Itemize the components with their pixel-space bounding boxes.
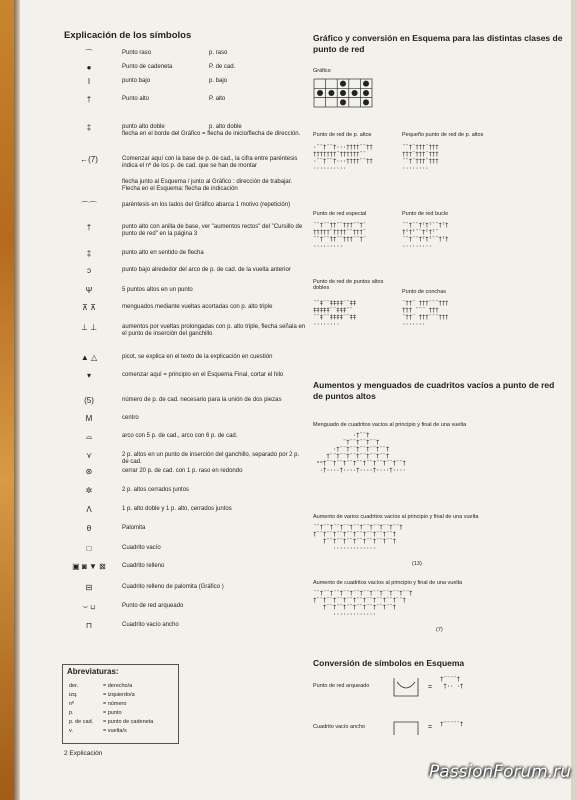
crochet-symbol-icon: ←(7): [80, 155, 98, 164]
abbr-meaning: = izquierdo/a: [103, 692, 135, 698]
diagram-menguado: ·†¨¨† ¨†¨¨†¨¨†¨¨† ·†¨¨†¨¨†¨¨†¨¨†¨¨† †¨¨†¨¨†¨¨†¨¨†¨¨†¨¨† ᵒᵒ†¨¨†¨¨†¨¨†¨¨†¨¨†¨¨†¨¨†¨¨† ·†····†····†····†····†····: [316, 432, 406, 474]
crochet-symbol-icon: ▾: [86, 371, 91, 380]
label-cuadrito-ancho: Cuadrito vacío ancho: [313, 724, 365, 730]
symbol-abbreviation: P. alto: [209, 96, 226, 102]
crochet-symbol-icon: ⌓: [85, 432, 93, 441]
diagram-red-especial: ¨¨†¨¨††¨¨†††¨¨†¨ †††††¨††††¨¨†††¨ ¨¨†¨¨††¨¨†††¨¨†¨ ·········: [313, 222, 366, 250]
symbol-description: flecha en el borde del Gráfico = flecha de inicio/flecha de dirección.: [122, 131, 301, 137]
crochet-symbol-icon: †: [86, 223, 92, 232]
symbol-description: aumentos por vueltas prolongadas con p. alto triple, flecha señala en el punto de inserción del ganchillo: [122, 324, 306, 337]
wide-box-symbol: [393, 720, 419, 736]
symbol-description: 2 p. altos en un punto de inserción del ganchillo, separado por 2 p. de cad.: [122, 452, 300, 465]
crochet-symbol-icon: ⊼ ⊼: [82, 303, 96, 312]
symbol-description: punto alto con anilla de base, ver "aumentos rectos" del "Cursillo de punto de red" en la página 3: [122, 224, 303, 237]
arched-mesh-symbol: [393, 676, 419, 698]
arched-mesh-conversion: †¨¨¨¨† †·· ·†: [440, 676, 464, 690]
abbr-term: p.: [69, 710, 74, 716]
crochet-symbol-icon: †: [86, 95, 92, 104]
symbol-abbreviation: p. raso: [209, 50, 228, 56]
diagram-red-bucle: ¨¨†¨¨†ᵀ†ᵀ¨¨†ᵀ† †ᵀ†ᵀ¨¨†ᵀ†ᵀ¨ ¨¨†¨¨†ᵀ†ᵀ¨¨†ᵀ† ·········: [402, 222, 449, 250]
symbol-description: Cuadrito vacío ancho: [122, 622, 179, 628]
crochet-symbol-icon: I: [87, 77, 91, 86]
symbol-description: picot, se explica en el texto de la explicación en cuestión: [122, 354, 273, 360]
crochet-symbol-icon: ⊥ ⊥: [80, 323, 98, 332]
abbr-meaning: = punto de cadeneta: [103, 719, 154, 725]
symbol-description: paréntesis en los lados del Gráfico abarca 1 motivo (repetición): [122, 202, 291, 208]
symbol-description: punto bajo alrededor del arco de p. de cad. de la vuelta anterior: [122, 267, 291, 273]
symbol-description: centro: [122, 415, 139, 421]
label-puntos-altos-dobles: Punto de red de puntos altos dobles: [313, 279, 384, 291]
grafico-label: Gráfico: [313, 68, 331, 74]
label-aumento-varios: Aumento de varios cuadritos vacíos al principio y final de una vuelta: [313, 514, 479, 520]
abbr-meaning: = punto: [103, 710, 122, 716]
symbol-description: flecha junto al Esquema / junto al Gráfico : dirección de trabajar. Flecha en el Esquema: flecha de indicación: [122, 179, 293, 192]
symbol-description: Cuadrito relleno: [122, 563, 165, 569]
label-red-especial: Punto de red especial: [313, 211, 367, 217]
diagram-punto-red-altos: ·¨¨†¨¨†···††††¨¨†† †††††††¨††††††¨¨ ·¨¨†¨¨†···††††¨¨†† ··········: [313, 144, 373, 172]
symbol-description: Comenzar aquí con la base de p. de cad., la cifra entre paréntesis indica el nº de los p. de cad. que se han de montar: [122, 156, 298, 169]
abbr-meaning: = número: [103, 701, 127, 707]
crochet-symbol-icon: ⊓: [85, 621, 93, 630]
label-red-arqueado: Punto de red arqueado: [313, 683, 370, 689]
symbol-description: Punto de red arqueado: [122, 603, 184, 609]
grafico-grid: [313, 78, 373, 108]
label-pequeno-punto-red: Pequeño punto de red de p. altos: [402, 132, 484, 138]
symbol-description: punto alto en sentido de flecha: [122, 250, 204, 256]
crochet-symbol-icon: ⌒⌒: [81, 201, 97, 210]
symbol-description: comenzar aquí = principio en el Esquema Final, cortar el hilo: [122, 372, 284, 378]
symbol-description: Palomita: [122, 525, 146, 531]
crochet-symbol-icon: ⋎: [86, 451, 92, 460]
symbol-description: arco con 5 p. de cad., arco con 6 p. de cad.: [122, 433, 238, 439]
label-punto-red-altos: Punto de red de p. altos: [313, 132, 372, 138]
crochet-symbol-icon: (5): [84, 396, 94, 405]
crochet-symbol-icon: Λ: [86, 505, 92, 514]
diagram-conchas: ¨††¨ †††¨¨¨††† ††† ¨¨¨ ††† ¨††¨ †††¨¨¨††† ·······: [402, 300, 449, 328]
diagram-altos-dobles: ¨¨‡¨¨‡‡‡‡¨¨‡‡ ‡‡‡‡‡¨¨‡‡‡¨¨ ¨¨‡¨¨‡‡‡‡¨¨‡‡ ········: [313, 300, 357, 328]
diagram-aumento-varios: ¨¨†¨¨†¨¨†¨¨†¨¨†¨¨†¨¨†¨¨†¨¨† †¨¨†¨¨†¨¨†¨¨†¨¨†¨¨†¨¨†¨¨† †¨¨†¨¨†¨¨†¨¨†¨¨†¨¨†¨¨† ·············: [313, 524, 403, 552]
label-red-bucle: Punto de red bucle: [402, 211, 449, 217]
section-title-grafico: Gráfico y conversión en Esquema para las distintas clases de punto de red: [313, 33, 563, 54]
abbr-term: v.: [69, 728, 73, 734]
abbr-term: nº: [69, 701, 75, 707]
page-edge-left: [0, 0, 14, 800]
wide-box-conversion: †¨¨¨¨¨†: [440, 721, 464, 728]
symbol-description: Punto alto: [122, 96, 150, 102]
diagram-pequeno-red: ¨¨†¨†††¨††† †††¨†††¨††† ¨¨†¨†††¨††† ········: [402, 144, 439, 172]
symbol-description: número de p. de cad. necesario para la unión de dos piezas: [122, 397, 282, 403]
symbol-description: 2 p. altos cerrados juntos: [122, 487, 190, 493]
symbol-description: punto alto doble: [122, 124, 165, 130]
equals-sign-2: =: [428, 724, 433, 731]
crochet-symbol-icon: Ψ: [85, 286, 93, 295]
symbol-description: Cuadrito relleno de palomita (Gráfico ): [122, 584, 224, 590]
page-edge-right: [571, 0, 577, 800]
abbreviations-title: Abreviaturas:: [67, 667, 119, 676]
crochet-symbol-icon: θ: [86, 524, 92, 533]
diagram-aumento-cuadritos: ¨¨†¨¨†¨¨†¨¨†¨¨†¨¨†¨¨†¨¨†¨¨†¨¨† †¨¨†¨¨†¨¨†¨¨†¨¨†¨¨†¨¨†¨¨†¨¨† †¨¨†¨¨†¨¨†¨¨†¨¨†¨¨†¨¨† ·············: [313, 590, 413, 618]
label-menguado: Menguado de cuadritos vacíos al principio y final de una vuelta: [313, 422, 467, 428]
symbol-description: Punto raso: [122, 50, 152, 56]
watermark: PassionForum.ru: [429, 762, 571, 782]
chain-count-13: (13): [412, 561, 422, 567]
crochet-symbol-icon: ⌒: [85, 49, 93, 58]
page-fold: [14, 0, 20, 800]
crochet-symbol-icon: ‡: [86, 123, 92, 132]
symbol-description: Cuadrito vacío: [122, 545, 161, 551]
crochet-symbol-icon: □: [86, 544, 92, 553]
symbol-abbreviation: P. de cad.: [209, 64, 236, 70]
crochet-symbol-icon: ⌣ ⊔: [82, 602, 96, 611]
crochet-symbol-icon: ↄ: [87, 266, 91, 275]
abbr-meaning: = vuelta/s: [103, 728, 127, 734]
section-title-aumentos: Aumentos y menguados de cuadritos vacíos a punto de red de puntos altos: [313, 380, 555, 401]
section-title-symbols: Explicación de los símbolos: [64, 30, 192, 41]
abbr-meaning: = derecho/a: [103, 683, 133, 689]
symbol-abbreviation: p. alto doble: [209, 124, 242, 130]
crochet-symbol-icon: ▲ △: [80, 353, 98, 362]
label-aumento-cuadritos: Aumento de cuadritos vacíos al principio y final de una vuelta: [313, 580, 463, 586]
symbol-description: cerrar 20 p. de cad. con 1 p. raso en redondo: [122, 468, 243, 474]
crochet-symbol-icon: ✲: [85, 486, 93, 495]
crochet-symbol-icon: ▣ ◙ ▼ ⊠: [72, 562, 106, 571]
label-conchas: Punto de conchas: [402, 289, 447, 295]
abbr-term: der.: [69, 683, 79, 689]
symbol-description: punto bajo: [122, 78, 151, 84]
symbol-description: menguados mediante vueltas acortadas con p. alto triple: [122, 304, 273, 310]
crochet-symbol-icon: ⊟: [85, 583, 93, 592]
symbol-description: Punto de cadeneta: [122, 64, 173, 70]
equals-sign-1: =: [428, 684, 433, 691]
chain-count-7: (7): [436, 627, 443, 633]
crochet-symbol-icon: ⊛: [85, 467, 93, 476]
crochet-symbol-icon: ●: [86, 63, 92, 72]
abbreviations-box: [62, 664, 179, 744]
symbol-description: 1 p. alto doble y 1 p. alto, cerrados juntos: [122, 506, 232, 512]
symbol-description: 5 puntos altos en un punto: [122, 287, 193, 293]
abbr-term: p. de cad.: [69, 719, 94, 725]
crochet-symbol-icon: M: [85, 414, 93, 423]
section-title-conversion: Conversión de símbolos en Esquema: [313, 658, 465, 668]
symbol-abbreviation: p. bajo: [209, 78, 228, 84]
page-footer: 2 Explicación: [64, 750, 103, 757]
abbr-term: izq.: [69, 692, 78, 698]
crochet-symbol-icon: ‡: [86, 249, 92, 258]
